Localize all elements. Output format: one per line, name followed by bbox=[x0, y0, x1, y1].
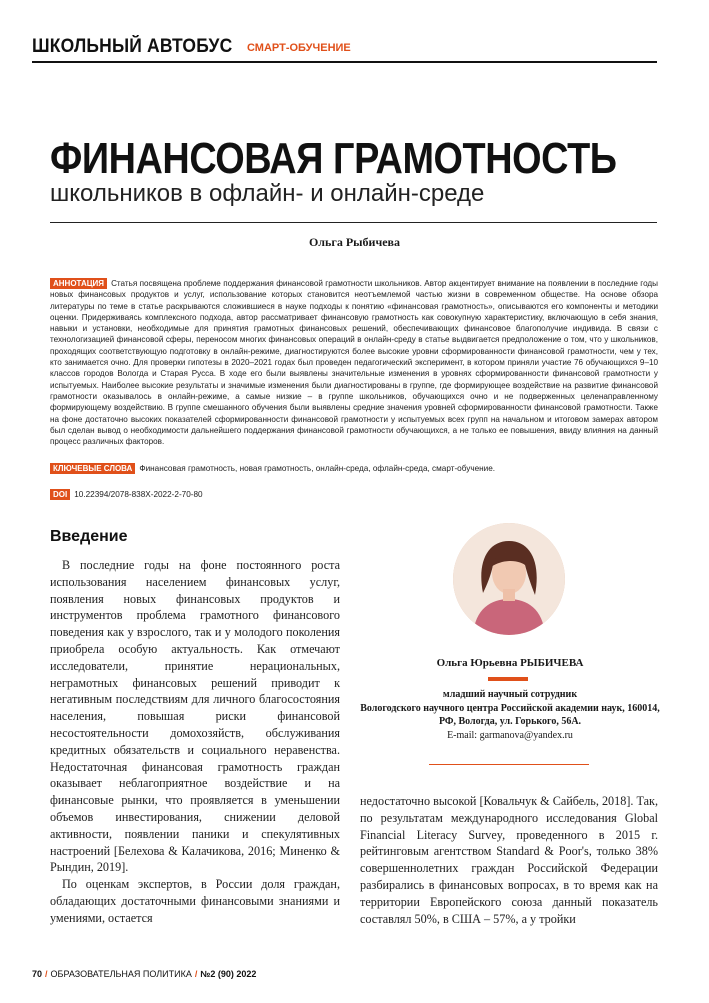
keywords bbox=[50, 463, 658, 474]
author-name: Ольга Рыбичева bbox=[308, 235, 401, 249]
intro-paragraph: В последние годы на фоне постоянного роста использования населением финансовых услуг, появления новых финансовых продуктов и инструментов проблема грамотного финансового поведения как у взрослого, так и у молодого поколения приобрела особую актуальность. Как отмечают исследователи, принятие нерациональных, неграмотных финансовых решений приводит к негативным последствиям для личного благосостояния населения, повышая риски финансовой несостоятельности домохозяйств, обслуживания кредитных обязательств и социального неравенства. Недостаточная финансовая грамотность граждан оказывает неблагоприятное воздействие и на финансовые рынки, что проявляется в уменьшении объемов инвестирования, снижении деловой активности, появлении паники и спекулятивных настроений [Белехова & Калачикова, 2016; Миненко & Рындин, 2019]. bbox=[50, 558, 340, 875]
bio-rule bbox=[429, 764, 589, 765]
abstract-text: Статья посвящена проблеме поддержания финансовой грамотности школьников. Автор акцентирует внимание на появлении в последние годы новых финансовых продуктов и услуг, использование которых становится неотъемлемой частью жизни в современном обществе. На основе обзора литературы по теме в статье раскрываются сложившиеся в науке подходы к понятию «финансовая грамотность», описываются его компоненты и методики оценки. Придерживаясь комплексного подхода, автор рассматривает финансовую грамотность как совокупную характеристику, включающую в себя знания, навыки и установки, необходимые для принятия грамотных финансовых решений, обеспечивающих финансовое благополучие индивида. В связи с технологизацией финансовой сферы, переносом многих финансовых операций в онлайн-среду в статье выдвигается предположение о том, что у школьников, проходящих соответствующую подготовку в онлайн-режиме, диагностируются более высокие уровни сформированности финансовой грамотности, чем у тех, кто занимается очно. Для проверки гипотезы в 2020–2021 годах был проведен педагогический эксперимент, в котором приняли участие 76 обучающихся 9–10 классов городов Вологда и Старая Русса. В ходе его были выявлены значительные изменения в уровнях сформированности финансовой грамотности у испытуемых. Наиболее высокие результаты и значимые изменения были диагностированы в группе, где формирующее воздействие на развитие финансовой грамотности оказывалось в онлайн-режиме, а самые низкие – в группе школьников, обучающихся очно и не подверженных целенаправленному формирующему воздействию. В группе смешанного обучения были выявлены средние значения уровней сформированности финансовой грамотности. Также на фоне достаточно высоких показателей сформированности финансовой грамотности у испытуемых всех групп на начальном и итоговом замерах автором был сделан вывод о необходимости дальнейшего поддержания финансовой грамотности обучающихся, а не только ее повышения, ввиду влияния на данный процесс различных факторов. bbox=[50, 279, 658, 447]
abstract-label: АННОТАЦИЯ bbox=[50, 278, 107, 289]
intro-column-right bbox=[360, 793, 658, 927]
author-portrait-icon bbox=[453, 523, 565, 635]
abstract bbox=[50, 278, 658, 447]
header-rule bbox=[32, 61, 657, 63]
footer-separator: / bbox=[194, 969, 198, 979]
bio-details bbox=[360, 688, 660, 742]
doi bbox=[50, 489, 203, 500]
page-number: 70 bbox=[32, 969, 43, 979]
intro-continuation: недостаточно высокой [Ковальчук & Сайбель, 2018]. Так, по результатам международного исследования Global Financial Literacy Survey, проведенного в 2015 г. рейтинговым агентством Standard & Poor's, только 38% совершеннолетних граждан Российской Федерации разбирались в финансовых вопросах, в то время как на территории Европейского союза данный показатель составлял 50%, в США – 57%, а у тройки bbox=[360, 794, 658, 926]
doi-label: DOI bbox=[50, 489, 70, 500]
keywords-label: КЛЮЧЕВЫЕ СЛОВА bbox=[50, 463, 135, 474]
article-title: ФИНАНСОВАЯ ГРАМОТНОСТЬ bbox=[50, 134, 617, 183]
bio-position: младший научный сотрудник bbox=[442, 689, 578, 700]
bio-name: Ольга Юрьевна РЫБИЧЕВА bbox=[436, 657, 584, 669]
doi-value[interactable]: 10.22394/2078-838X-2022-2-70-80 bbox=[74, 490, 203, 499]
article-subtitle: школьников в офлайн- и онлайн-среде bbox=[50, 180, 485, 207]
keywords-text: Финансовая грамотность, новая грамотность, онлайн-среда, офлайн-среда, смарт-обучение. bbox=[139, 464, 496, 473]
bio-accent-bar bbox=[488, 677, 528, 681]
subsection-title: СМАРТ-ОБУЧЕНИЕ bbox=[247, 42, 351, 54]
journal-name: ОБРАЗОВАТЕЛЬНАЯ ПОЛИТИКА bbox=[50, 969, 192, 979]
author-photo bbox=[453, 523, 565, 635]
page-footer bbox=[32, 969, 256, 979]
bio-organization: Вологодского научного центра Российской академии наук, 160014, РФ, Вологда, ул. Горького, 56А. bbox=[360, 702, 660, 728]
intro-column-left bbox=[50, 557, 340, 927]
issue-number: №2 (90) 2022 bbox=[200, 969, 257, 979]
intro-paragraph: По оценкам экспертов, в России доля граждан, обладающих достаточными финансовыми знаниями и умениями, остается bbox=[50, 877, 340, 925]
intro-heading: Введение bbox=[50, 528, 128, 545]
section-title: ШКОЛЬНЫЙ АВТОБУС bbox=[32, 36, 233, 57]
title-rule bbox=[50, 222, 657, 223]
running-header bbox=[32, 36, 351, 58]
bio-email[interactable]: E-mail: garmanova@yandex.ru bbox=[447, 729, 573, 741]
footer-separator: / bbox=[45, 969, 48, 979]
